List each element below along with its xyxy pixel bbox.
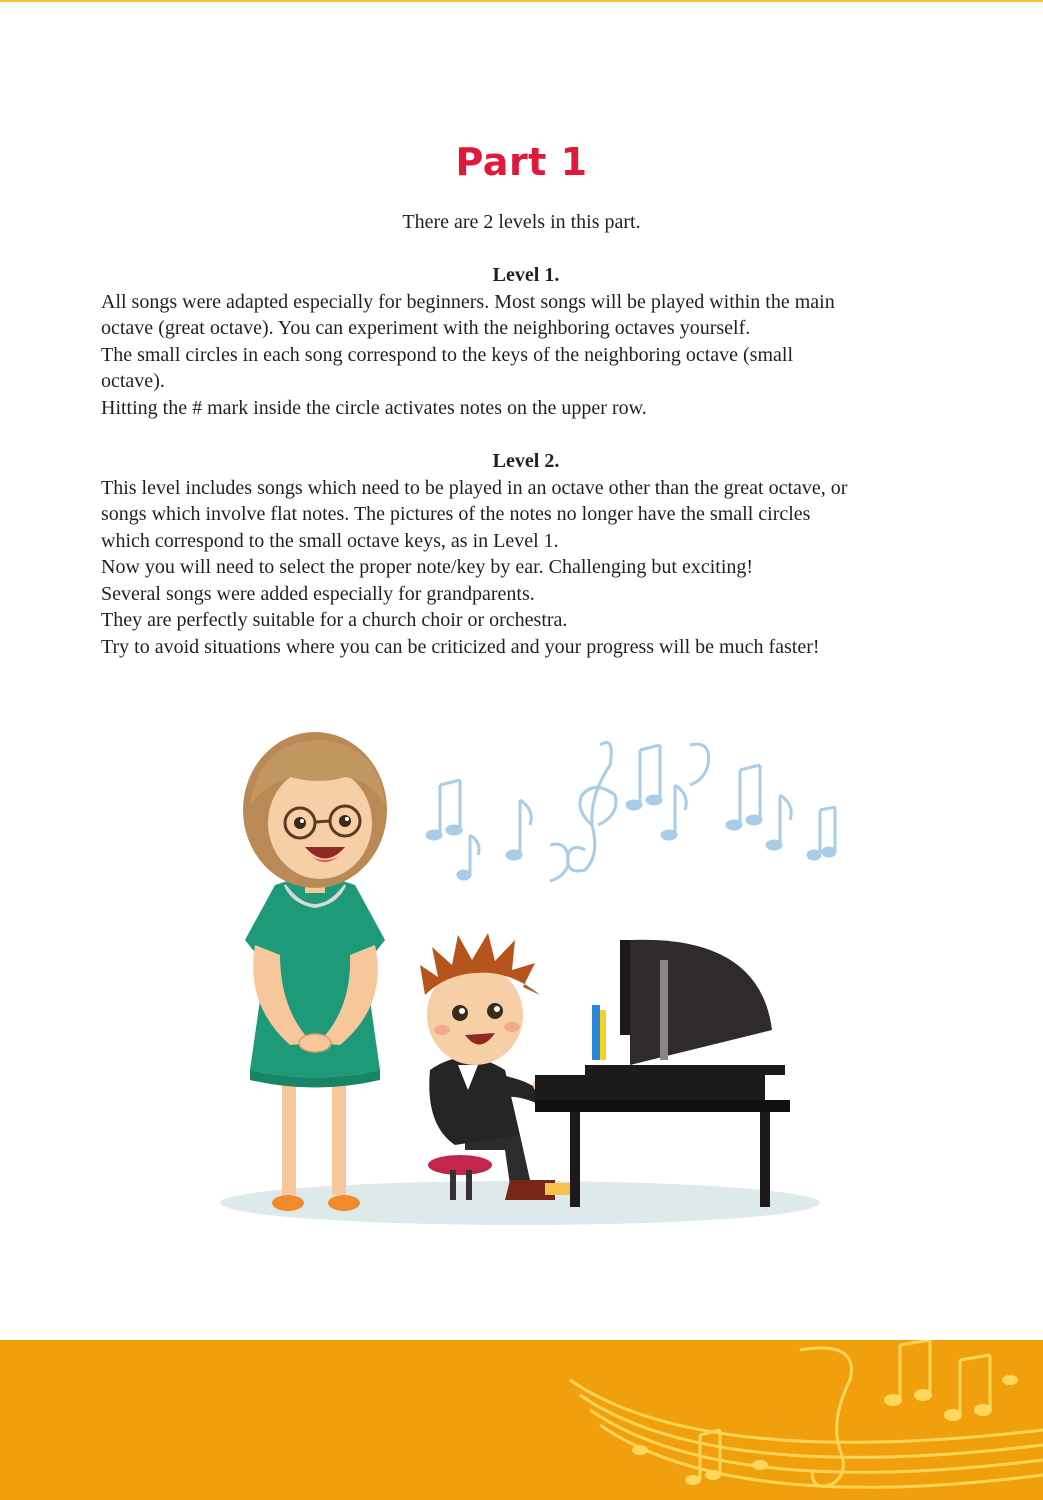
level-2-line: They are perfectly suitable for a church choir or orchestra. <box>101 609 568 631</box>
level-1-line: octave (great octave). You can experiment with the neighboring octaves yourself. <box>101 317 751 339</box>
level-2-section <box>101 448 951 660</box>
level-2-line: Try to avoid situations where you can be criticized and your progress will be much faster! <box>101 635 820 658</box>
level-2-line: which correspond to the small octave keys, as in Level 1. <box>101 529 559 552</box>
level-1-section <box>101 262 951 421</box>
level-2-line: songs which involve flat notes. The pictures of the notes no longer have the small circles <box>101 503 811 525</box>
level-1-heading: Level 1. <box>492 264 560 286</box>
grandmother-figure <box>243 732 387 1211</box>
top-rule <box>0 0 1043 2</box>
boy-figure <box>420 933 572 1200</box>
level-2-heading: Level 2. <box>492 450 560 472</box>
grand-piano-icon <box>535 940 790 1207</box>
level-2-line: This level includes songs which need to be played in an octave other than the great octave, or <box>101 476 848 499</box>
level-1-line: Hitting the # mark inside the circle activates notes on the upper row. <box>101 396 647 419</box>
level-1-line: octave). <box>101 370 165 392</box>
intro-text: There are 2 levels in this part. <box>402 211 641 233</box>
footer-band <box>0 1340 1043 1500</box>
level-2-line: Several songs were added especially for grandparents. <box>101 582 535 605</box>
page-title: Part 1 <box>455 140 588 184</box>
level-1-line: All songs were adapted especially for beginners. Most songs will be played within the main <box>101 290 835 313</box>
music-notes-icon <box>426 743 836 882</box>
level-2-line: Now you will need to select the proper note/key by ear. Challenging but exciting! <box>101 556 754 578</box>
level-1-line: The small circles in each song correspond to the keys of the neighboring octave (small <box>101 343 794 366</box>
grandmother-boy-piano-illustration <box>220 725 860 1240</box>
footer-music-notes-icon <box>0 1340 1043 1500</box>
